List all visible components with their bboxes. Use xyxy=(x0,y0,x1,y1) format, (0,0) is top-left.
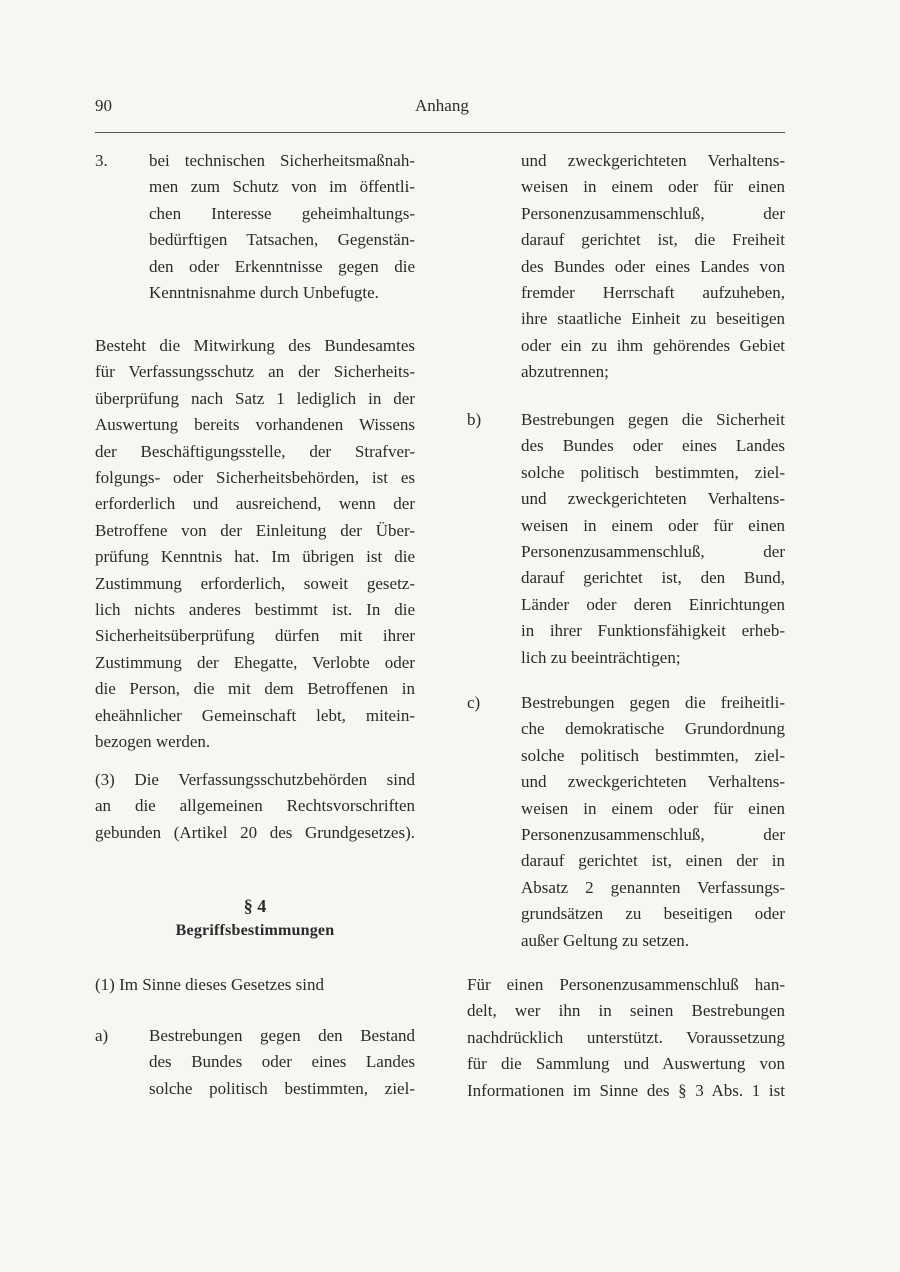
section-number: § 4 xyxy=(243,896,267,916)
text-line: überprüfung nach Satz 1 lediglich in der xyxy=(95,388,415,408)
text-line: (1) Im Sinne dieses Gesetzes sind xyxy=(95,975,324,994)
text-line: Bestrebungen gegen die freiheitli- xyxy=(521,693,785,712)
text-line: Länder oder deren Einrichtungen xyxy=(521,594,785,614)
text-line: des Bundes oder eines Landes xyxy=(149,1052,415,1072)
text-line: und zweckgerichteten Verhaltens- xyxy=(521,489,785,509)
page-header xyxy=(95,96,785,116)
text-line: der Beschäftigungsstelle, der Strafver- xyxy=(95,441,415,461)
text-line: Bestrebungen gegen den Bestand xyxy=(149,1026,415,1045)
text-line: prüfung Kenntnis hat. Im übrigen ist die xyxy=(95,547,415,567)
text-line: und zweckgerichteten Verhaltens- xyxy=(521,151,785,170)
text-line: oder ein zu ihm gehörendes Gebiet xyxy=(521,335,785,355)
item-c-marker: c) xyxy=(467,693,481,712)
text-line: eheähnlicher Gemeinschaft lebt, mitein- xyxy=(95,705,415,725)
text-line: fremder Herrschaft aufzuheben, xyxy=(521,283,785,302)
text-line: Betroffene von der Einleitung der Über- xyxy=(95,520,415,540)
text-line: lich zu beeinträchtigen; xyxy=(521,647,681,667)
text-line: solche politisch bestimmten, ziel- xyxy=(521,462,785,482)
text-line: bezogen werden. xyxy=(95,732,211,751)
text-line: Sicherheitsüberprüfung dürfen mit ihrer xyxy=(95,626,415,646)
text-line: Personenzusammenschluß, der xyxy=(521,542,785,561)
text-line: Personenzusammenschluß, der xyxy=(521,203,785,223)
text-line: (3) Die Verfassungsschutzbehörden sind xyxy=(95,770,415,789)
text-line: folgungs- oder Sicherheitsbehörden, ist es xyxy=(95,468,415,487)
text-line: nachdrücklich unterstützt. Voraussetzung xyxy=(467,1027,785,1047)
text-line: weisen in einem oder für einen xyxy=(521,798,785,818)
header-rule xyxy=(95,132,785,133)
item-3-marker: 3. xyxy=(95,151,108,170)
text-line: erforderlich und ausreichend, wenn der xyxy=(95,494,415,514)
running-title: Anhang xyxy=(415,96,469,115)
text-line: den oder Erkenntnisse gegen die xyxy=(149,256,415,276)
text-line: Zustimmung erforderlich, soweit gesetz- xyxy=(95,573,415,593)
text-line: bei technischen Sicherheitsmaßnah- xyxy=(149,151,415,170)
text-line: und zweckgerichteten Verhaltens- xyxy=(521,772,785,792)
text-line: bedürftigen Tatsachen, Gegenstän- xyxy=(149,230,415,250)
text-line: Informationen im Sinne des § 3 Abs. 1 ist xyxy=(467,1080,785,1100)
text-line: lich nichts anderes bestimmt ist. In die xyxy=(95,600,415,619)
text-line: darauf gerichtet ist, die Freiheit xyxy=(521,230,785,250)
item-a-marker: a) xyxy=(95,1026,109,1045)
text-line: delt, wer ihn in seinen Bestrebungen xyxy=(467,1001,785,1021)
text-line: ihre staatliche Einheit zu beseitigen xyxy=(521,309,785,329)
section-title: Begriffsbestimmungen xyxy=(175,922,335,939)
text-line: Bestrebungen gegen die Sicherheit xyxy=(521,410,785,429)
text-line: des Bundes oder eines Landes xyxy=(521,436,785,456)
item-b-marker: b) xyxy=(467,410,482,429)
text-line: Zustimmung der Ehegatte, Verlobte oder xyxy=(95,652,415,672)
text-line: für Verfassungsschutz an der Sicherheits- xyxy=(95,362,415,382)
text-line: Für einen Personenzusammenschluß han- xyxy=(467,975,785,994)
text-line: grundsätzen zu beseitigen oder xyxy=(521,904,785,924)
text-line: men zum Schutz von im öffentli- xyxy=(149,177,415,197)
text-line: weisen in einem oder für einen xyxy=(521,515,785,535)
text-line: für die Sammlung und Auswertung von xyxy=(467,1054,785,1074)
text-line: in ihrer Funktionsfähigkeit erheb- xyxy=(521,621,785,641)
text-line: abzutrennen; xyxy=(521,362,609,382)
text-line: weisen in einem oder für einen xyxy=(521,177,785,197)
text-line: an die allgemeinen Rechtsvorschriften xyxy=(95,796,415,816)
text-line: Absatz 2 genannten Verfassungs- xyxy=(521,877,785,897)
text-line: Besteht die Mitwirkung des Bundesamtes xyxy=(95,336,415,355)
text-line: solche politisch bestimmten, ziel- xyxy=(149,1078,415,1098)
text-line: chen Interesse geheimhaltungs- xyxy=(149,203,415,223)
text-line: Kenntnisnahme durch Unbefugte. xyxy=(149,283,379,302)
text-line: des Bundes oder eines Landes von xyxy=(521,256,785,276)
text-line: darauf gerichtet ist, den Bund, xyxy=(521,568,785,588)
text-line: darauf gerichtet ist, einen der in xyxy=(521,851,785,871)
text-line: Auswertung bereits vorhandenen Wissens xyxy=(95,415,415,435)
text-line: Personenzusammenschluß, der xyxy=(521,825,785,844)
text-line: die Person, die mit dem Betroffenen in xyxy=(95,679,415,699)
text-line: solche politisch bestimmten, ziel- xyxy=(521,745,785,765)
page-number: 90 xyxy=(95,96,112,115)
text-line: gebunden (Artikel 20 des Grundgesetzes). xyxy=(95,822,415,842)
text-line: außer Geltung zu setzen. xyxy=(521,930,690,950)
text-line: che demokratische Grundordnung xyxy=(521,719,785,739)
